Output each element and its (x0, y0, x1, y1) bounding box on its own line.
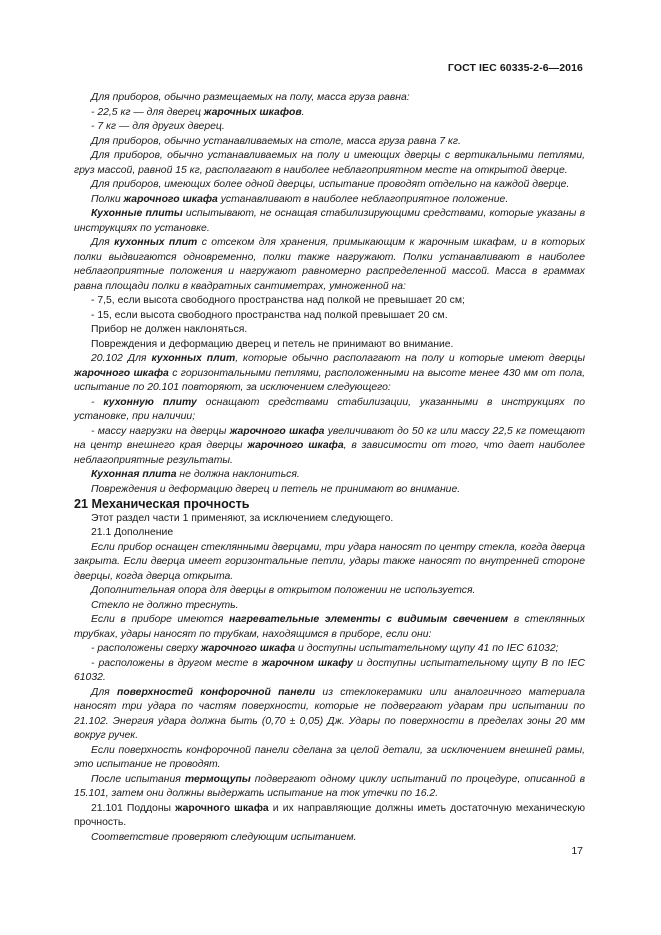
paragraph: Повреждения и деформацию дверец и петель не принимают во внимание. (91, 338, 454, 350)
list-item: - кухонную плиту оснащают средствами стабилизации, указанными в инструкциях по установке, при наличии; (74, 396, 585, 422)
clause-21-1: 21.1 Дополнение (91, 527, 174, 538)
paragraph: Повреждения и деформацию дверец и петель не принимают во внимание. (91, 483, 461, 495)
paragraph: Этот раздел части 1 применяют, за исключением следующего. (91, 512, 394, 524)
paragraph: После испытания термощупы подвергают одному циклу испытаний по процедуре, описанной в 15.101, затем они должны выдержать испытание на ток утечки по 16.2. (74, 773, 585, 799)
section-heading: 21 Механическая прочность (74, 497, 250, 511)
paragraph: Для кухонных плит с отсеком для хранения, примыкающим к жарочным шкафам, и в которых полки выдвигаются одновременно, полки также нагружают. Полки устанавливают в наиболее неблагоприятные положения и нагружают равномерно распределенной массой. Масса в граммах равна площади полки в квадратных сантиметрах, умноженной на: (74, 237, 585, 292)
paragraph: Для приборов, обычно устанавливаемых на полу и имеющих дверцы с вертикальными петлями, груз массой, равной 15 кг, располагают в наиболее неблагоприятном месте на открытой дверце. (74, 150, 585, 176)
paragraph: Если прибор оснащен стеклянными дверцами, три удара наносят по центру стекла, когда дверца закрыта. Если дверца имеет горизонтальные петли, удары также наносят по внутренней стороне дверцы, когда дверца открыта. (74, 541, 585, 582)
list-item: - массу нагрузки на дверцы жарочного шкафа увеличивают до 50 кг или массу 22,5 кг помещают на центр внешнего края дверцы жарочного шкафа, в зависимости от того, что дает наиболее неблагоприятные результаты. (74, 425, 585, 466)
paragraph: Полки жарочного шкафа устанавливают в наиболее неблагоприятное положение. (91, 193, 509, 205)
list-item: - 7 кг — для других дверец. (91, 121, 225, 132)
paragraph: Дополнительная опора для дверцы в открытом положении не используется. (91, 585, 476, 596)
paragraph: Если в приборе имеются нагревательные элементы с видимым свечением в стеклянных трубках, удары наносят по трубкам, находящимся в приборе, если они: (74, 614, 585, 640)
clause-20-102: 20.102 Для кухонных плит, которые обычно располагают на полу и которые имеют дверцы жарочного шкафа с горизонтальными петлями, расположенными на высоте менее 430 мм от пола, испытание по 20.101 повторяют, за исключением следующего: (74, 353, 586, 393)
paragraph: Для приборов, обычно устанавливаемых на столе, масса груза равна 7 кг. (91, 135, 461, 147)
paragraph: Для поверхностей конфорочной панели из стеклокерамики или аналогичного материала наносят три удара по частям поверхности, которые не подвергают ударам при испытании по 21.102. Энергия удара должна быть (0,70 ± 0,05) Дж. Удары по поверхности в пределах зоны 20 мм вокруг ручек. (74, 686, 585, 741)
document-body (74, 91, 585, 845)
list-item: - расположены в другом месте в жарочном шкафу и доступны испытательному щупу B по IEC 61032. (74, 657, 585, 683)
list-item: - расположены сверху жарочного шкафа и доступны испытательному щупу 41 по IEC 61032; (91, 643, 559, 654)
paragraph: Прибор не должен наклоняться. (91, 324, 248, 335)
list-item: - 15, если высота свободного пространства над полкой превышает 20 см. (91, 309, 448, 321)
paragraph: Кухонная плита не должна наклониться. (91, 469, 300, 480)
clause-21-101: 21.101 Поддоны жарочного шкафа и их направляющие должны иметь достаточную механическую прочность. (74, 802, 585, 828)
standard-header: ГОСТ IEC 60335-2-6—2016 (447, 62, 583, 74)
paragraph: Для приборов, обычно размещаемых на полу, масса груза равна: (91, 92, 410, 103)
paragraph: Для приборов, имеющих более одной дверцы, испытание проводят отдельно на каждой дверце. (91, 179, 570, 190)
list-item: - 22,5 кг — для дверец жарочных шкафов. (91, 106, 305, 118)
page-number: 17 (571, 845, 583, 857)
list-item: - 7,5, если высота свободного пространства над полкой не превышает 20 см; (91, 295, 465, 306)
paragraph: Если поверхность конфорочной панели сделана за целой детали, за исключением внешней рамы, это испытание не проводят. (74, 744, 585, 770)
paragraph: Стекло не должно треснуть. (91, 599, 239, 611)
paragraph: Соответствие проверяют следующим испытанием. (91, 831, 357, 843)
paragraph: Кухонные плиты испытывают, не оснащая стабилизирующими средствами, которые указаны в инструкциях по установке. (74, 208, 585, 234)
